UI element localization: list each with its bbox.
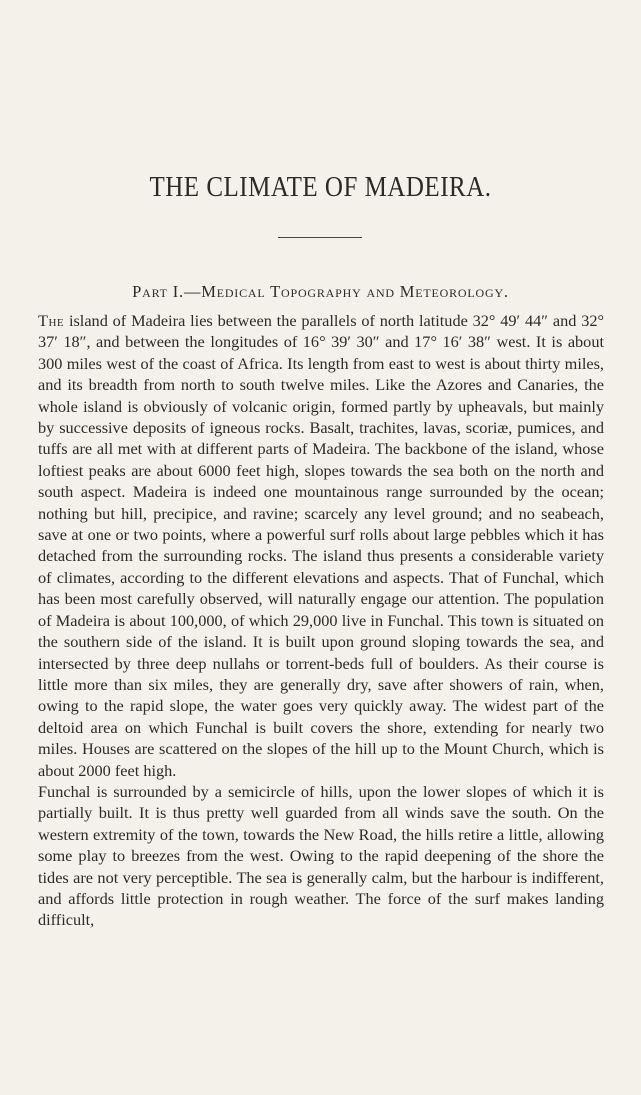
paragraph-text: Funchal is surrounded by a semicircle of hills, upon the lower slopes of which it is partially built. It is thus pretty well guarded from all winds save the south. On the western extremity of the town, towards the New Road, the hills retire a little, allowing some play to breezes from the west. Owing to the rapid deepening of the shore the tides are not very perceptible. The sea is generally calm, but the harbour is indifferent, and affords little protection in rough weather. The force of the surf makes landing difficult, [38,781,604,930]
paragraph-text: island of Madeira lies between the parallels of north latitude 32° 49′ 44″ and 32° 37′ 18″, and between the longitudes of 16° 39′ 30″ and 17° 16′ 38″ west. It is about 300 miles west of the coast of Africa. Its length from east to west is about thirty miles, and its breadth from north to south twelve miles. Like the Azores and Canaries, the whole island is obviously of volcanic origin, formed partly by upheavals, but mainly by successive deposits of igneous rocks. Basalt, trachites, lavas, scoriæ, pumices, and tuffs are all met with at different parts of Madeira. The backbone of the island, whose loftiest peaks are about 6000 feet high, slopes towards the sea both on the north and south aspect. Madeira is indeed one mountainous range surrounded by the ocean; nothing but hill, precipice, and ravine; scarcely any level ground; and no seabeach, save at one or two points, where a powerful surf rolls about large pebbles which it has detached from the surrounding rocks. The island thus presents a considerable variety of climates, according to the different elevations and aspects. That of Funchal, which has been most carefully observed, will naturally engage our attention. The population of Madeira is about 100,000, of which 29,000 live in Funchal. This town is situated on the southern side of the island. It is built upon ground sloping towards the sea, and intersected by three deep nullahs or torrent-beds full of boulders. As their course is little more than six miles, they are generally dry, save after showers of rain, when, owing to the rapid slope, the water goes very quickly away. The widest part of the deltoid area on which Funchal is built covers the shore, extending for nearly two miles. Houses are scattered on the slopes of the hill up to the Mount Church, which is about 2000 feet high. [38,311,604,780]
title-divider [278,237,362,238]
paragraph-lead-word: The [38,311,65,330]
paragraph [38,310,604,781]
paragraph [38,781,604,931]
page-title: THE CLIMATE OF MADEIRA. [149,172,492,204]
part-heading: Part I.—Medical Topography and Meteorology. [132,282,509,301]
body-text [38,310,604,931]
